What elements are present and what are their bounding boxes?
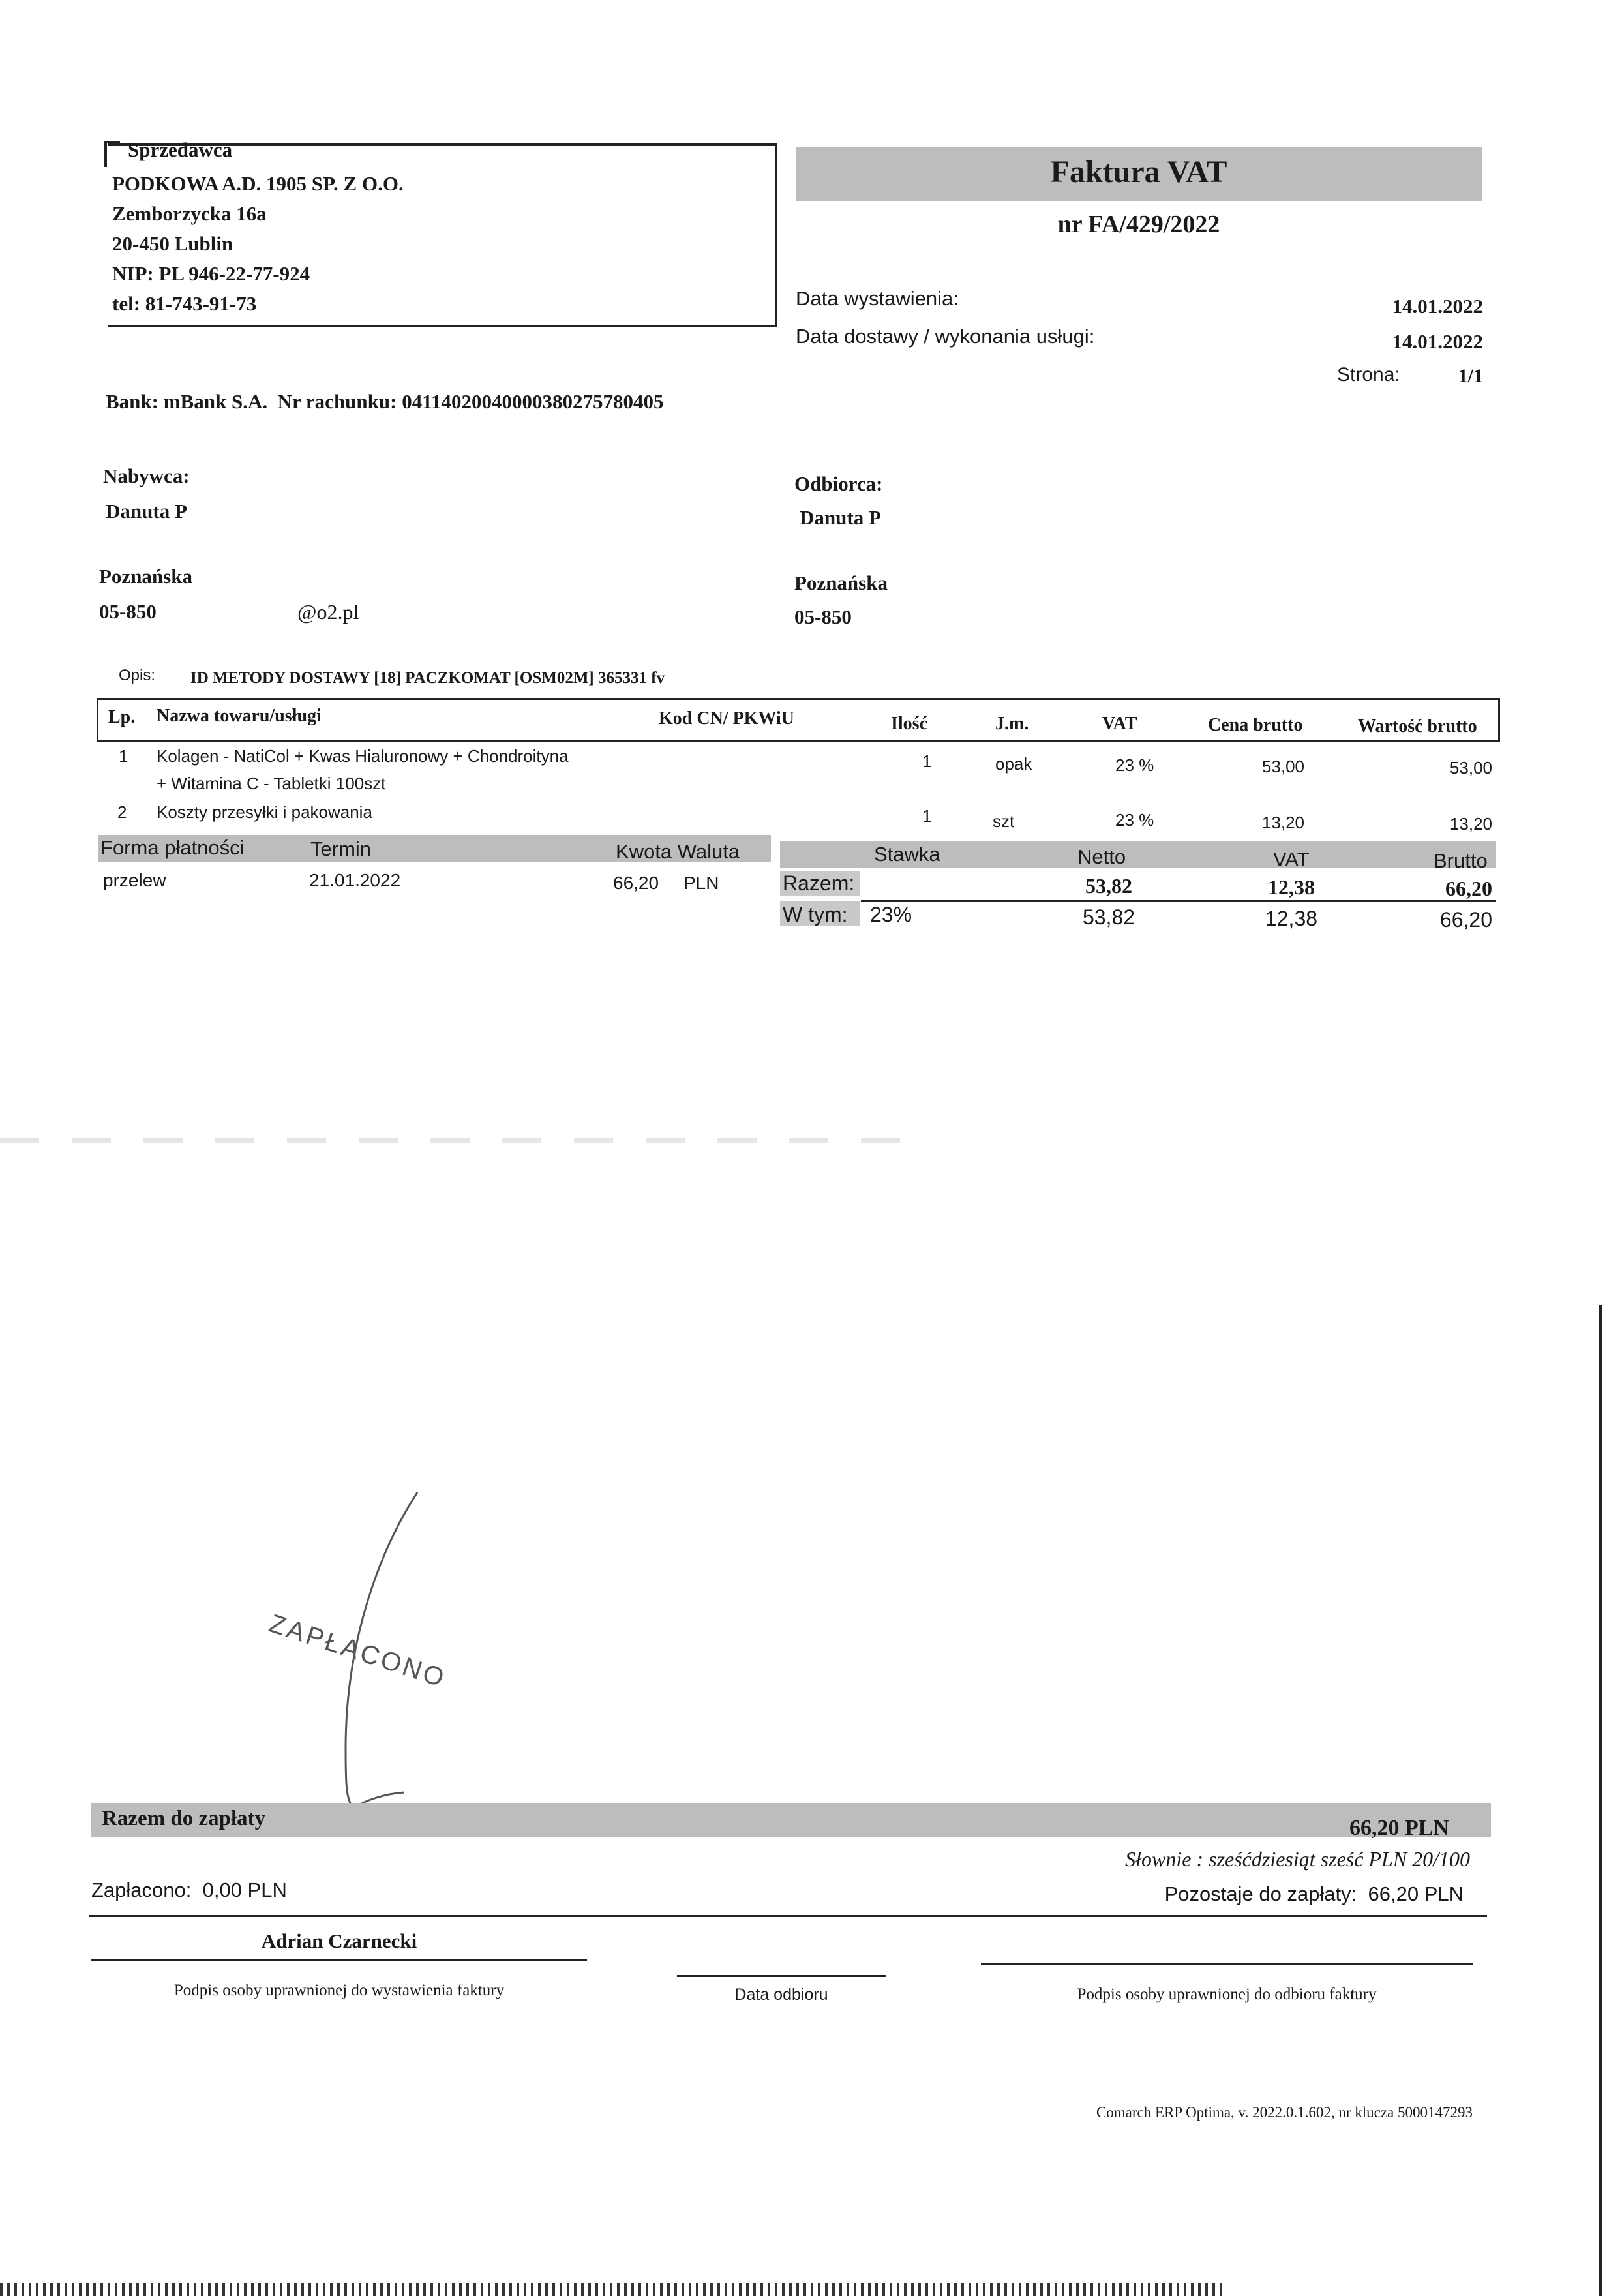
seller-city: 20-450 Lublin bbox=[112, 232, 233, 255]
vat-incl-label: W tym: bbox=[783, 903, 848, 926]
receiver-signature-line bbox=[981, 1963, 1473, 1965]
delivery-date: 14.01.2022 bbox=[1392, 330, 1483, 353]
software-footer: Comarch ERP Optima, v. 2022.0.1.602, nr klucza 5000147293 bbox=[1096, 2104, 1473, 2121]
scan-streak bbox=[0, 1138, 926, 1143]
payment-method-header: Forma płatności bbox=[100, 836, 245, 859]
issuer-caption: Podpis osoby uprawnionej do wystawienia faktury bbox=[173, 1982, 505, 1999]
row2-unit: szt bbox=[993, 811, 1015, 831]
receive-date-caption: Data odbioru bbox=[734, 1986, 828, 2004]
payment-term: 21.01.2022 bbox=[309, 870, 401, 890]
col-name: Nazwa towaru/usługi bbox=[157, 706, 322, 726]
vat-total-gross: 66,20 bbox=[1445, 877, 1492, 900]
description-label: Opis: bbox=[119, 667, 156, 684]
col-unit: J.m. bbox=[995, 714, 1029, 734]
buyer-name: Danuta P bbox=[106, 500, 187, 522]
vat-incl-gross: 66,20 bbox=[1439, 908, 1492, 931]
buyer-email: @o2.pl bbox=[297, 600, 359, 624]
seller-street: Zemborzycka 16a bbox=[112, 202, 267, 225]
invoice-title: Faktura VAT bbox=[1050, 155, 1227, 189]
buyer-postcode: 05-850 bbox=[99, 600, 157, 623]
description-text: ID METODY DOSTAWY [18] PACZKOMAT [OSM02M] 365331 fv bbox=[190, 669, 665, 687]
row1-value: 53,00 bbox=[1449, 758, 1492, 778]
vat-net-header: Netto bbox=[1077, 845, 1126, 868]
buyer-street: Poznańska bbox=[99, 565, 192, 588]
row1-lp: 1 bbox=[119, 746, 128, 766]
recipient-postcode: 05-850 bbox=[794, 605, 852, 628]
col-vat: VAT bbox=[1102, 714, 1137, 734]
row2-lp: 2 bbox=[117, 802, 127, 822]
issuer-signature-line bbox=[91, 1959, 587, 1961]
vat-incl-rate: 23% bbox=[870, 903, 912, 926]
vat-incl-vat: 12,38 bbox=[1265, 907, 1318, 930]
row1-name-line1: Kolagen - NatiCol + Kwas Hialuronowy + Chondroityna bbox=[157, 746, 569, 766]
totals-divider bbox=[89, 1915, 1487, 1917]
recipient-street: Poznańska bbox=[794, 571, 888, 594]
payment-term-header: Termin bbox=[310, 838, 372, 860]
issue-date: 14.01.2022 bbox=[1392, 295, 1483, 318]
col-value: Wartość brutto bbox=[1358, 716, 1477, 736]
seller-nip: NIP: PL 946-22-77-924 bbox=[112, 262, 310, 285]
seller-label: Sprzedawca bbox=[128, 138, 233, 161]
seller-name: PODKOWA A.D. 1905 SP. Z O.O. bbox=[112, 172, 404, 195]
vat-total-vat: 12,38 bbox=[1268, 875, 1315, 899]
row2-price: 13,20 bbox=[1261, 813, 1304, 832]
row1-vat: 23 % bbox=[1115, 755, 1154, 775]
vat-total-label: Razem: bbox=[783, 871, 855, 895]
scan-barcode-edge bbox=[0, 2283, 1226, 2296]
remaining-amount: Pozostaje do zapłaty: 66,20 PLN bbox=[1164, 1882, 1464, 1905]
paid-stamp bbox=[248, 1474, 470, 1852]
row2-qty: 1 bbox=[922, 806, 932, 826]
col-price: Cena brutto bbox=[1208, 715, 1303, 735]
payment-currency: PLN bbox=[683, 873, 719, 893]
buyer-label: Nabywca: bbox=[103, 464, 190, 487]
issuer-name: Adrian Czarnecki bbox=[261, 1929, 417, 1952]
delivery-date-label: Data dostawy / wykonania usługi: bbox=[796, 325, 1095, 348]
vat-gross-header: Brutto bbox=[1434, 849, 1488, 872]
vat-total-underline bbox=[861, 900, 1496, 902]
bank-account: Bank: mBank S.A. Nr rachunku: 04114020040000380275780405 bbox=[106, 390, 664, 413]
recipient-label: Odbiorca: bbox=[794, 472, 883, 495]
seller-tel: tel: 81-743-91-73 bbox=[112, 292, 257, 315]
to-pay-label: Razem do zapłaty bbox=[102, 1807, 266, 1830]
invoice-number: nr FA/429/2022 bbox=[1057, 211, 1220, 238]
col-lp: Lp. bbox=[108, 707, 136, 727]
vat-rate-header: Stawka bbox=[874, 843, 940, 866]
receive-date-line bbox=[677, 1975, 886, 1977]
recipient-name: Danuta P bbox=[800, 506, 881, 529]
payment-method: przelew bbox=[103, 870, 166, 890]
payment-amount: 66,20 bbox=[613, 873, 659, 893]
issue-date-label: Data wystawienia: bbox=[796, 287, 959, 310]
col-code: Kod CN/ PKWiU bbox=[659, 708, 794, 729]
page-number: 1/1 bbox=[1458, 365, 1483, 387]
row1-name-line2: + Witamina C - Tabletki 100szt bbox=[157, 774, 386, 793]
to-pay-amount: 66,20 PLN bbox=[1349, 1816, 1449, 1840]
stamp-text: ZAPŁACONO bbox=[265, 1609, 450, 1693]
row1-qty: 1 bbox=[922, 751, 932, 771]
row1-unit: opak bbox=[995, 754, 1032, 774]
payment-amount-header: Kwota Waluta bbox=[616, 840, 740, 863]
row2-name-line1: Koszty przesyłki i pakowania bbox=[157, 802, 372, 822]
row2-vat: 23 % bbox=[1115, 810, 1154, 830]
page-label: Strona: bbox=[1337, 364, 1400, 385]
amount-in-words: Słownie : sześćdziesiąt sześć PLN 20/100 bbox=[1125, 1847, 1470, 1871]
vat-incl-net: 53,82 bbox=[1082, 905, 1135, 929]
seller-box-corner bbox=[104, 141, 120, 167]
row2-value: 13,20 bbox=[1449, 814, 1492, 834]
scan-side-edge bbox=[1599, 1305, 1602, 2296]
vat-total-net: 53,82 bbox=[1085, 874, 1132, 898]
row1-price: 53,00 bbox=[1261, 757, 1304, 776]
receiver-caption: Podpis osoby uprawnionej do odbioru faktury bbox=[1077, 1986, 1377, 2003]
vat-vat-header: VAT bbox=[1273, 848, 1310, 871]
paid-amount: Zapłacono: 0,00 PLN bbox=[91, 1879, 287, 1901]
col-qty: Ilość bbox=[891, 714, 927, 734]
